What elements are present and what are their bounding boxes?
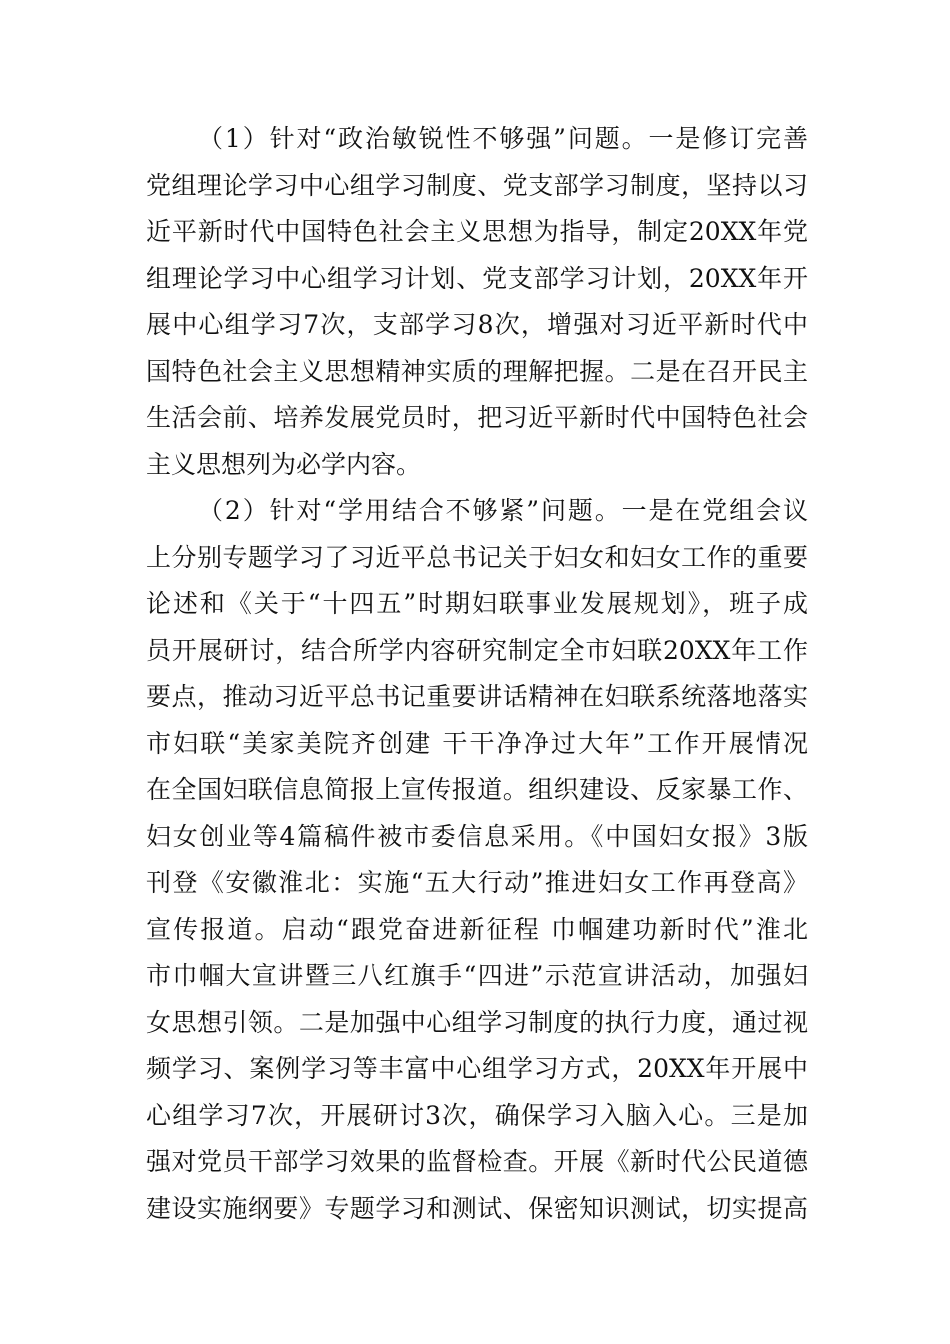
text-line: 市巾帼大宣讲暨三八红旗手“四进”示范宣讲活动，加强妇 — [146, 961, 808, 990]
text-line: 强对党员干部学习效果的监督检查。开展《新时代公民道德 — [146, 1147, 808, 1176]
text-line: 要点，推动习近平总书记重要讲话精神在妇联系统落地落实 — [146, 682, 808, 711]
text-line: 上分别专题学习了习近平总书记关于妇女和妇女工作的重要 — [146, 542, 808, 572]
text-line: 建设实施纲要》专题学习和测试、保密知识测试，切实提高 — [146, 1193, 808, 1223]
paragraph-1 — [146, 116, 808, 488]
text-line: 生活会前、培养发展党员时，把习近平新时代中国特色社会 — [146, 403, 808, 432]
text-line: 频学习、案例学习等丰富中心组学习方式，20XX年开展中 — [146, 1054, 808, 1083]
text-line: 女思想引领。二是加强中心组学习制度的执行力度，通过视 — [146, 1007, 808, 1037]
text-line: 党组理论学习中心组学习制度、党支部学习制度，坚持以习 — [146, 170, 808, 200]
document-body — [146, 116, 808, 1232]
text-line: 国特色社会主义思想精神实质的理解把握。二是在召开民主 — [146, 356, 808, 386]
text-line: 展中心组学习7次，支部学习8次，增强对习近平新时代中 — [146, 310, 808, 339]
text-line: 宣传报道。启动“跟党奋进新征程 巾帼建功新时代”淮北 — [146, 914, 808, 944]
text-line: 在全国妇联信息简报上宣传报道。组织建设、反家暴工作、 — [146, 775, 808, 804]
text-line: 论述和《关于“十四五”时期妇联事业发展规划》，班子成 — [146, 589, 808, 618]
text-line: 主义思想列为必学内容。 — [146, 449, 422, 479]
text-line: 刊登《安徽淮北：实施“五大行动”推进妇女工作再登高》 — [146, 868, 808, 897]
text-line: （1）针对“政治敏锐性不够强”问题。一是修订完善 — [198, 124, 808, 153]
text-line: 心组学习7次，开展研讨3次，确保学习入脑入心。三是加 — [146, 1100, 808, 1130]
text-line: 近平新时代中国特色社会主义思想为指导，制定20XX年党 — [146, 217, 808, 246]
text-line: （2）针对“学用结合不够紧”问题。一是在党组会议 — [198, 496, 808, 525]
text-line: 员开展研讨，结合所学内容研究制定全市妇联20XX年工作 — [146, 635, 808, 665]
text-line: 市妇联“美家美院齐创建 干干净净过大年”工作开展情况 — [146, 728, 808, 758]
text-line: 妇女创业等4篇稿件被市委信息采用。《中国妇女报》3版 — [146, 821, 808, 851]
text-line: 组理论学习中心组学习计划、党支部学习计划，20XX年开 — [146, 263, 808, 293]
paragraph-2 — [146, 488, 808, 1232]
